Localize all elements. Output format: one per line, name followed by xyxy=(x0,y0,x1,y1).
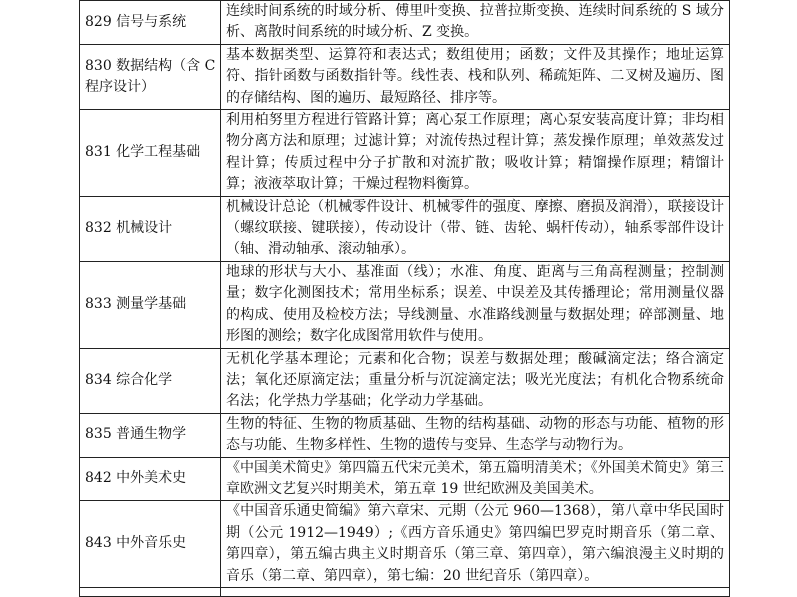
table-row xyxy=(80,1,730,45)
table-row xyxy=(80,501,730,588)
table-row xyxy=(80,457,730,501)
syllabus-sheet xyxy=(79,0,724,597)
course-name-cell: 843 中外音乐史 xyxy=(80,501,221,588)
course-name-cell: 833 测量学基础 xyxy=(80,261,221,348)
course-name-cell: 842 中外美术史 xyxy=(80,457,221,501)
course-name-cell: 831 化学工程基础 xyxy=(80,110,221,197)
course-content-cell: 《中国音乐通史简编》第六章宋、元期（公元 960—1368），第八章中华民国时期（公元 1912—1949）;《西方音乐通史》第四编巴罗克时期音乐（第二章、第四章），第五编古典主义时期音乐（第三章、第四章），第六编浪漫主义时期的音乐（第二章、第四章），第七编：20 世纪音乐（第四章）。 xyxy=(221,501,730,588)
table-row xyxy=(80,110,730,197)
course-content-cell: 《中国美术简史》第四篇五代宋元美术，第五篇明清美术；《外国美术简史》第三章欧洲文艺复兴时期美术，第五章 19 世纪欧洲及美国美术。 xyxy=(221,457,730,501)
exam-syllabus-table xyxy=(79,0,730,597)
course-name-cell: 830 数据结构（含 C 程序设计） xyxy=(80,44,221,109)
course-content-cell: 机械设计总论（机械零件设计、机械零件的强度、摩擦、磨损及润滑），联接设计（螺纹联接、键联接），传动设计（带、链、齿轮、蜗杆传动），轴系零部件设计（轴、滑动轴承、滚动轴承）。 xyxy=(221,196,730,261)
table-row xyxy=(80,348,730,413)
course-content-cell: 连续时间系统的时域分析、傅里叶变换、拉普拉斯变换、连续时间系统的 S 域分析、离散时间系统的时域分析、Z 变换。 xyxy=(221,1,730,45)
course-name-cell: 834 综合化学 xyxy=(80,348,221,413)
course-name-cell: 829 信号与系统 xyxy=(80,1,221,45)
table-row xyxy=(80,196,730,261)
course-name-cell: 835 普通生物学 xyxy=(80,413,221,457)
course-content-cell: 生物的特征、生物的物质基础、生物的结构基础、动物的形态与功能、植物的形态与功能、生物多样性、生物的遗传与变异、生态学与动物行为。 xyxy=(221,413,730,457)
empty-cell xyxy=(221,587,730,596)
table-row-partial xyxy=(80,587,730,596)
empty-cell xyxy=(80,587,221,596)
course-content-cell: 基本数据类型、运算符和表达式；数组使用；函数；文件及其操作；地址运算符、指针函数与函数指针等。线性表、栈和队列、稀疏矩阵、二叉树及遍历、图的存储结构、图的遍历、最短路径、排序等。 xyxy=(221,44,730,109)
table-row xyxy=(80,261,730,348)
course-content-cell: 利用柏努里方程进行管路计算；离心泵工作原理；离心泵安装高度计算；非均相物分离方法和原理；过滤计算；对流传热过程计算；蒸发操作原理；单效蒸发过程计算；传质过程中分子扩散和对流扩散；吸收计算；精馏操作原理；精馏计算；液液萃取计算；干燥过程物料衡算。 xyxy=(221,110,730,197)
table-row xyxy=(80,413,730,457)
course-content-cell: 无机化学基本理论；元素和化合物；误差与数据处理；酸碱滴定法；络合滴定法；氧化还原滴定法；重量分析与沉淀滴定法；吸光光度法；有机化合物系统命名法；化学热力学基础；化学动力学基础。 xyxy=(221,348,730,413)
course-name-cell: 832 机械设计 xyxy=(80,196,221,261)
table-row xyxy=(80,44,730,109)
course-content-cell: 地球的形状与大小、基准面（线）；水准、角度、距离与三角高程测量；控制测量；数字化测图技术；常用坐标系；误差、中误差及其传播理论；常用测量仪器的构成、使用及检校方法；导线测量、水准路线测量与数据处理；碎部测量、地形图的测绘；数字化成图常用软件与使用。 xyxy=(221,261,730,348)
